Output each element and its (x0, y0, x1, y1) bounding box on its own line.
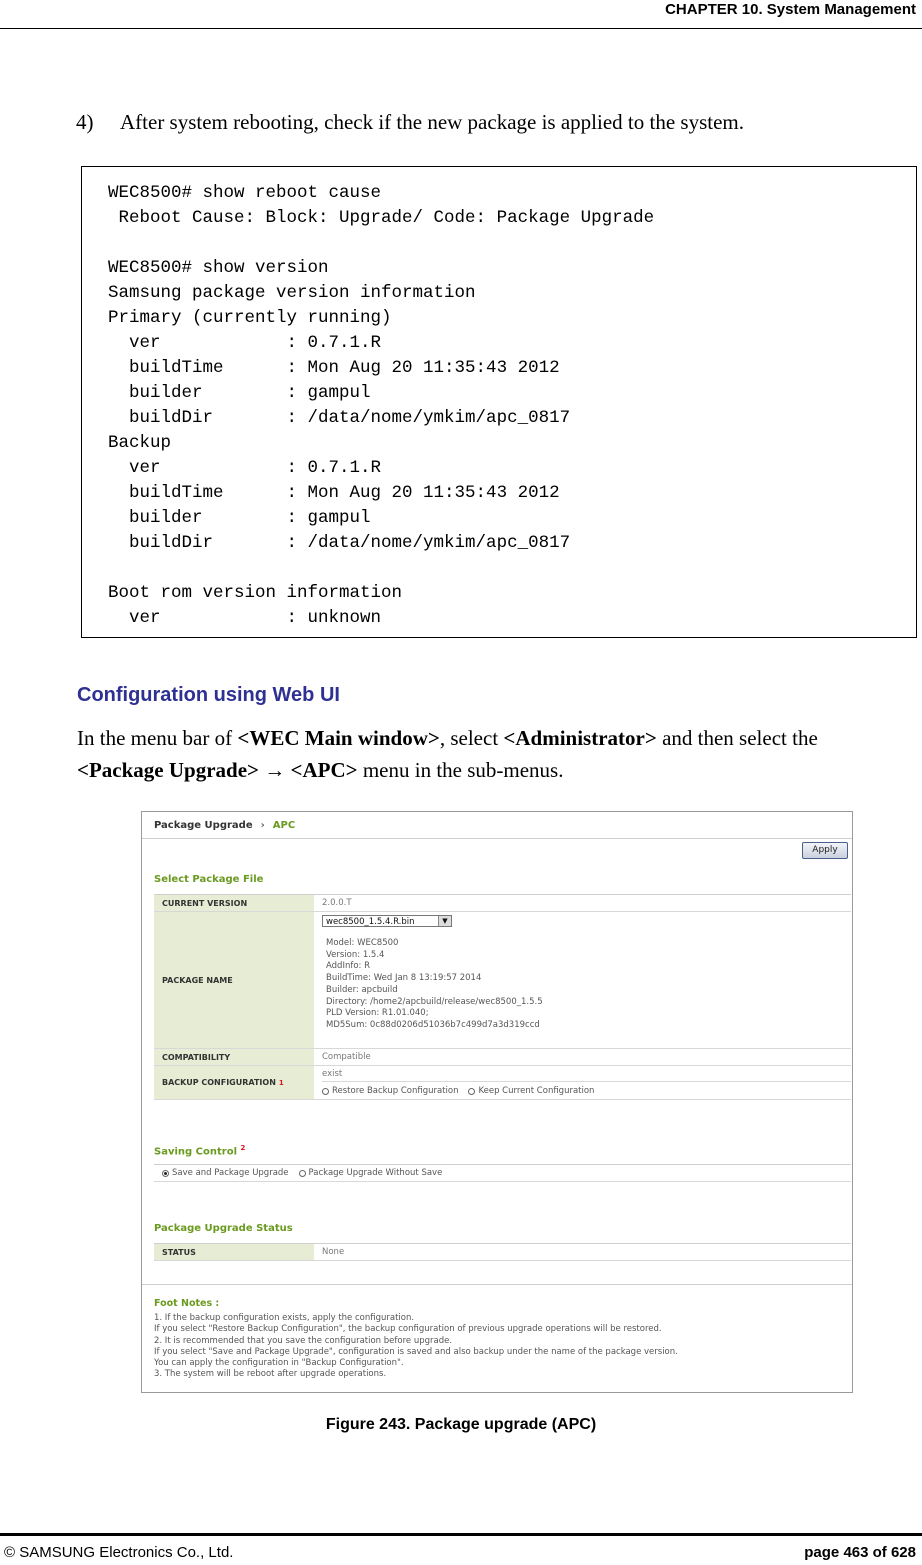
intro-text: and then select the (656, 726, 818, 750)
keep-current-radio[interactable] (468, 1088, 475, 1095)
intro-paragraph (77, 722, 897, 786)
status-value: None (322, 1247, 345, 1257)
copyright: © SAMSUNG Electronics Co., Ltd. (4, 1544, 234, 1561)
figure-caption: Figure 243. Package upgrade (APC) (325, 1416, 597, 1433)
saving-control-table (154, 1164, 851, 1183)
package-name-label: PACKAGE NAME (154, 912, 314, 1048)
status-label: STATUS (154, 1244, 314, 1260)
restore-backup-radio[interactable] (322, 1088, 329, 1095)
save-and-upgrade-radio[interactable] (162, 1170, 169, 1177)
upgrade-without-save-radio[interactable] (299, 1170, 306, 1177)
chevron-down-icon[interactable]: ▼ (438, 916, 451, 926)
package-info-line: BuildTime: Wed Jan 8 13:19:57 2014 (326, 973, 482, 984)
foot-note-line: If you select "Save and Package Upgrade", configuration is saved and also backup under the name of the package version. (154, 1346, 678, 1357)
saving-control-row (154, 1165, 851, 1182)
foot-notes-heading: Foot Notes : (154, 1298, 220, 1309)
save-and-upgrade-label: Save and Package Upgrade (172, 1168, 289, 1178)
page-header (0, 0, 922, 29)
breadcrumb-current: APC (272, 820, 296, 831)
step-text: After system rebooting, check if the new package is applied to the system. (120, 110, 744, 134)
backup-configuration-value: exist (322, 1066, 851, 1082)
current-version-label: CURRENT VERSION (154, 895, 314, 911)
compatibility-value: Compatible (322, 1052, 371, 1062)
foot-note-line: 3. The system will be reboot after upgrade operations. (154, 1369, 387, 1380)
menu-apc: <APC> (290, 758, 358, 782)
package-info-line: AddInfo: R (326, 961, 371, 972)
page-number: page 463 of 628 (804, 1544, 916, 1561)
foot-notes-lines (154, 1313, 678, 1380)
divider (142, 838, 852, 839)
upgrade-without-save-label: Package Upgrade Without Save (308, 1168, 443, 1178)
menu-package-upgrade: <Package Upgrade> (77, 758, 259, 782)
intro-text: , select (439, 726, 504, 750)
backup-configuration-label (154, 1066, 314, 1099)
package-select[interactable] (322, 915, 452, 927)
current-version-row (154, 895, 851, 912)
apply-button[interactable]: Apply (802, 842, 848, 859)
package-name-row (154, 912, 851, 1049)
package-info-line: MD5Sum: 0c88d0206d51036b7c499d7a3d319ccd (326, 1019, 540, 1030)
package-select-value: wec8500_1.5.4.R.bin (326, 917, 415, 927)
section-title: Configuration using Web UI (77, 684, 340, 706)
compatibility-label: COMPATIBILITY (154, 1049, 314, 1065)
current-version-value: 2.0.0.T (322, 898, 352, 908)
footnote-marker: 2 (240, 1144, 246, 1152)
cli-output: WEC8500# show reboot cause Reboot Cause: Block: Upgrade/ Code: Package Upgrade WEC8500# show version Samsung package version information Primary (currently running) ver : 0.7.1.R buildTime : Mon Aug 20 11:35:43 2012 builder : gampul buildDir : /data/nome/ymkim/apc_0817 Backup ver : 0.7.1.R buildTime : Mon Aug 20 11:35:43 2012 builder : gampul buildDir : /data/nome/ymkim/apc_0817 Boot rom version information ver : unknown (108, 183, 655, 628)
page-footer (0, 1533, 922, 1561)
upgrade-status-heading: Package Upgrade Status (154, 1223, 293, 1234)
breadcrumb-separator-icon: › (260, 820, 265, 831)
saving-options (162, 1165, 851, 1181)
intro-text: menu in the sub-menus. (357, 758, 564, 782)
breadcrumb (154, 820, 295, 831)
breadcrumb-parent[interactable]: Package Upgrade (154, 820, 253, 831)
package-info-line: Version: 1.5.4 (326, 949, 385, 960)
backup-configuration-label-text: BACKUP CONFIGURATION (162, 1078, 276, 1087)
footnote-marker: 1 (278, 1078, 284, 1087)
keep-current-label: Keep Current Configuration (478, 1086, 595, 1096)
status-row (154, 1244, 851, 1261)
chapter-title: CHAPTER 10. System Management (665, 1, 916, 18)
divider (142, 1284, 852, 1285)
package-info (326, 938, 543, 1032)
package-info-line: Directory: /home2/apcbuild/release/wec8500_1.5.5 (326, 996, 543, 1007)
select-package-table (154, 894, 851, 1101)
compatibility-row (154, 1049, 851, 1066)
backup-options (322, 1083, 851, 1099)
foot-note-line: You can apply the configuration in "Backup Configuration". (154, 1358, 404, 1369)
step-number: 4) (76, 110, 94, 134)
intro-text: In the menu bar of (77, 726, 238, 750)
menu-administrator: <Administrator> (503, 726, 657, 750)
arrow-icon: → (259, 758, 291, 782)
package-upgrade-screenshot (141, 811, 853, 1393)
select-package-heading: Select Package File (154, 874, 264, 885)
foot-note-line: 1. If the backup configuration exists, apply the configuration. (154, 1313, 415, 1324)
package-info-line: Model: WEC8500 (326, 938, 399, 948)
foot-notes (154, 1298, 678, 1380)
saving-control-heading (154, 1144, 245, 1157)
restore-backup-label: Restore Backup Configuration (332, 1086, 459, 1096)
upgrade-status-table (154, 1243, 851, 1262)
saving-control-heading-text: Saving Control (154, 1146, 237, 1158)
step-4 (76, 110, 744, 135)
foot-note-line: If you select "Restore Backup Configuration", the backup configuration of previous upgrade operations will be restored. (154, 1324, 662, 1335)
menu-wec-main-window: <WEC Main window> (237, 726, 440, 750)
package-info-line: PLD Version: R1.01.040; (326, 1008, 429, 1019)
backup-configuration-row (154, 1066, 851, 1100)
cli-output-box (81, 166, 917, 638)
package-info-line: Builder: apcbuild (326, 984, 398, 995)
foot-note-line: 2. It is recommended that you save the configuration before upgrade. (154, 1335, 453, 1346)
